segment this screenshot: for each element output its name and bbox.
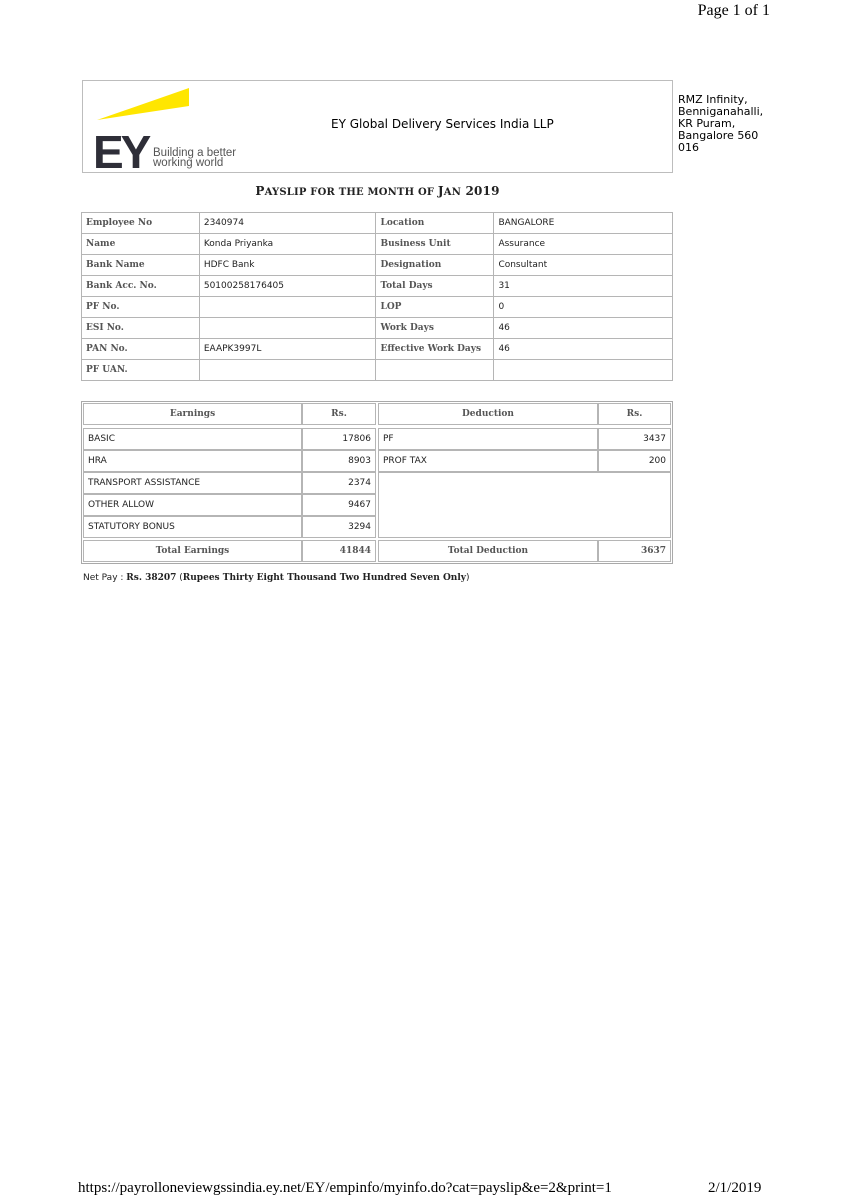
- deduction-header: Deduction: [378, 403, 598, 425]
- net-pay-words: Rupees Thirty Eight Thousand Two Hundred Seven Only: [182, 573, 466, 583]
- detail-label: ESI No.: [82, 318, 200, 339]
- detail-label: Total Days: [376, 276, 494, 297]
- detail-value: 46: [494, 318, 673, 339]
- ey-logo-tagline-1: Building a better: [153, 147, 237, 159]
- employee-detail-row: [82, 213, 673, 234]
- address-line: Bangalore 560: [678, 129, 759, 142]
- earnings-rs-header: Rs.: [302, 403, 376, 425]
- title-part: 2019: [461, 184, 500, 198]
- deduction-empty-area: [378, 472, 671, 538]
- address-line: Benniganahalli,: [678, 105, 764, 118]
- deduction-rs-header: Rs.: [598, 403, 671, 425]
- detail-value: [199, 360, 376, 381]
- deduction-label: PF: [378, 428, 598, 450]
- detail-value: EAAPK3997L: [199, 339, 376, 360]
- detail-label: Work Days: [376, 318, 494, 339]
- detail-value: 0: [494, 297, 673, 318]
- detail-label: Location: [376, 213, 494, 234]
- detail-label: PAN No.: [82, 339, 200, 360]
- detail-value: 31: [494, 276, 673, 297]
- detail-label: Effective Work Days: [376, 339, 494, 360]
- earning-amount: 9467: [302, 494, 376, 516]
- net-pay: [83, 573, 470, 583]
- detail-value: 46: [494, 339, 673, 360]
- ey-logo: [93, 86, 253, 171]
- ey-logo-tagline-2: working world: [153, 157, 224, 169]
- employee-detail-row: [82, 339, 673, 360]
- employee-detail-row: [82, 318, 673, 339]
- address-line: RMZ Infinity,: [678, 93, 748, 106]
- detail-label: [376, 360, 494, 381]
- earning-amount: 2374: [302, 472, 376, 494]
- detail-label: Employee No: [82, 213, 200, 234]
- earning-amount: 8903: [302, 450, 376, 472]
- ey-logo-beam: [97, 88, 189, 120]
- total-deduction-label: Total Deduction: [378, 540, 598, 562]
- detail-label: LOP: [376, 297, 494, 318]
- title-part: P: [255, 184, 265, 198]
- detail-value: 2340974: [199, 213, 376, 234]
- detail-label: Name: [82, 234, 200, 255]
- ey-logo-letters: EY: [93, 126, 149, 171]
- title-part: AYSLIP FOR THE MONTH OF: [264, 187, 438, 198]
- net-pay-paren: (: [176, 573, 183, 583]
- total-earnings-label: Total Earnings: [83, 540, 302, 562]
- detail-value: [199, 318, 376, 339]
- earning-label: OTHER ALLOW: [83, 494, 302, 516]
- employee-details-table: [81, 212, 673, 381]
- detail-label: PF UAN.: [82, 360, 200, 381]
- detail-label: PF No.: [82, 297, 200, 318]
- net-pay-label: Net Pay :: [83, 573, 127, 583]
- title-part: J: [437, 184, 444, 198]
- earning-label: BASIC: [83, 428, 302, 450]
- detail-value: Konda Priyanka: [199, 234, 376, 255]
- deduction-label: PROF TAX: [378, 450, 598, 472]
- address-line: KR Puram,: [678, 117, 736, 130]
- total-deduction-value: 3637: [598, 540, 671, 562]
- detail-value: Consultant: [494, 255, 673, 276]
- page-number: Page 1 of 1: [697, 2, 770, 19]
- earning-label: HRA: [83, 450, 302, 472]
- employee-detail-row: [82, 276, 673, 297]
- earning-label: TRANSPORT ASSISTANCE: [83, 472, 302, 494]
- earnings-header: Earnings: [83, 403, 302, 425]
- employee-detail-row: [82, 297, 673, 318]
- earnings-deductions-table: [81, 401, 673, 564]
- employee-detail-row: [82, 360, 673, 381]
- detail-value: [199, 297, 376, 318]
- detail-value: BANGALORE: [494, 213, 673, 234]
- total-earnings-value: 41844: [302, 540, 376, 562]
- detail-label: Bank Acc. No.: [82, 276, 200, 297]
- deduction-amount: 200: [598, 450, 671, 472]
- footer-url: https://payrolloneviewgssindia.ey.net/EY/empinfo/myinfo.do?cat=payslip&e=2&print=1: [78, 1180, 612, 1196]
- payslip-title: [82, 184, 673, 198]
- footer-date: 2/1/2019: [708, 1180, 762, 1196]
- detail-label: Bank Name: [82, 255, 200, 276]
- detail-value: Assurance: [494, 234, 673, 255]
- employee-detail-row: [82, 234, 673, 255]
- detail-value: 50100258176405: [199, 276, 376, 297]
- detail-value: [494, 360, 673, 381]
- net-pay-amount: Rs. 38207: [126, 573, 177, 583]
- payslip-header: [82, 80, 673, 173]
- address-line: 016: [678, 141, 699, 154]
- detail-value: HDFC Bank: [199, 255, 376, 276]
- detail-label: Designation: [376, 255, 494, 276]
- detail-label: Business Unit: [376, 234, 494, 255]
- title-part: AN: [443, 187, 462, 198]
- earning-amount: 17806: [302, 428, 376, 450]
- company-address: [678, 94, 788, 154]
- earning-amount: 3294: [302, 516, 376, 538]
- net-pay-paren: ): [466, 573, 470, 583]
- company-name: EY Global Delivery Services India LLP: [331, 117, 554, 131]
- earning-label: STATUTORY BONUS: [83, 516, 302, 538]
- deduction-amount: 3437: [598, 428, 671, 450]
- employee-detail-row: [82, 255, 673, 276]
